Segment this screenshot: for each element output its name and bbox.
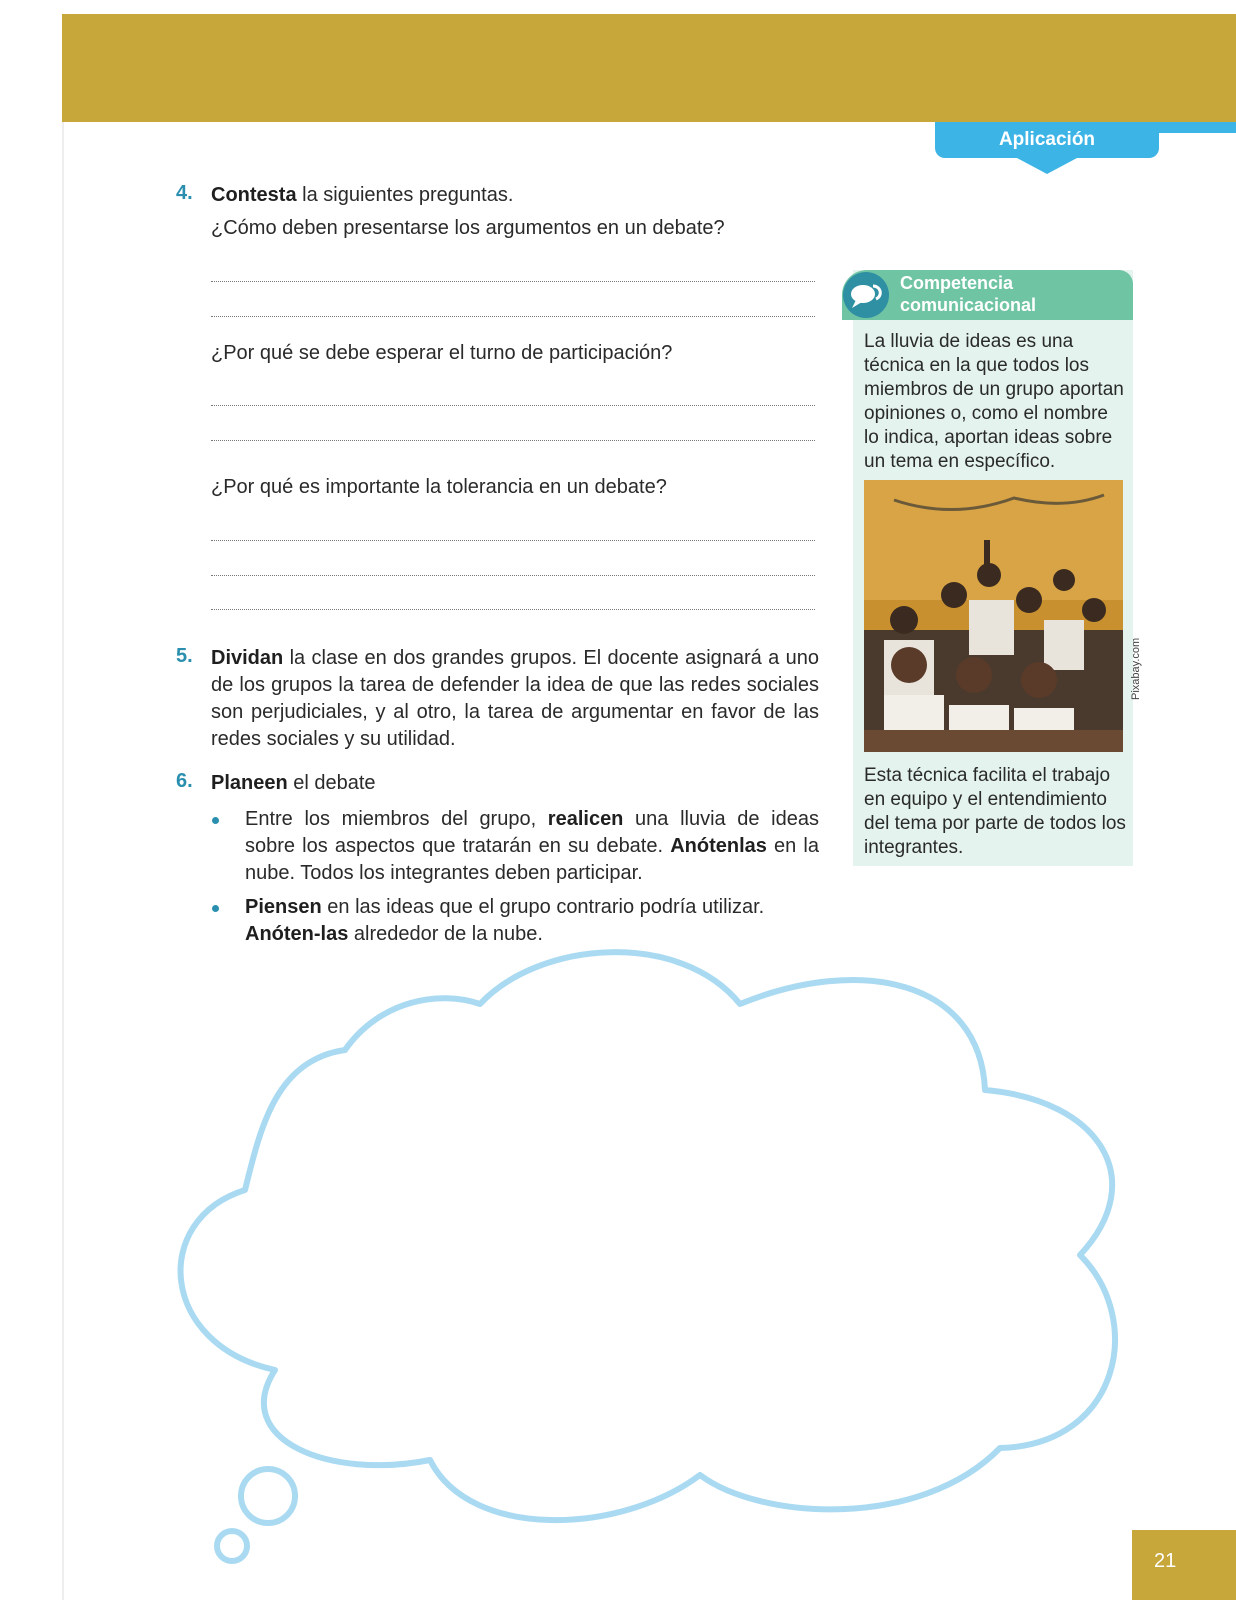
competencia-title-line1: Competencia — [900, 273, 1014, 293]
bullet-verb: Anóten-las — [245, 923, 349, 945]
bullet-text: en la nube. Todos los integrantes deben participar. — [245, 835, 819, 884]
bullet-text: una lluvia de ideas sobre los aspectos que tratarán en su debate. — [245, 808, 819, 857]
section-tab: Aplicación — [935, 122, 1159, 158]
q4-question-1: ¿Cómo deben presentarse los argumentos en un debate? — [211, 217, 725, 239]
item-number-5: 5. — [176, 645, 193, 667]
cloud-bubble-large — [241, 1469, 295, 1523]
page-number-box — [1132, 1530, 1236, 1600]
competencia-outro: Esta técnica facilita el trabajo en equipo y el entendimiento del tema por parte de todos los integrantes. — [864, 765, 1126, 858]
competencia-title-line2: comunicacional — [900, 295, 1037, 315]
bullet-verb: Piensen — [245, 896, 322, 918]
q6-instruction-rest: el debate — [287, 772, 376, 794]
item-number-6: 6. — [176, 770, 193, 792]
q4-instruction-rest: la siguientes preguntas. — [296, 184, 514, 206]
speech-bubble-icon — [843, 272, 889, 318]
q5-instruction-rest: la clase en dos grandes grupos. El docente asignará a uno de los grupos la tarea de defender la idea de que las redes sociales son perjudiciales, y al otro, la tarea de argumentar en favor de las redes sociales y su utilidad. — [211, 647, 819, 750]
q4-verb: Contesta — [211, 184, 297, 206]
bullet-verb: Anótenlas — [670, 835, 767, 857]
bullet-verb: realicen — [547, 808, 624, 830]
bullet-text: alrededor de la nube. — [348, 923, 543, 945]
classroom-photo — [864, 480, 1123, 752]
q5-verb: Dividan — [211, 647, 284, 669]
q6-verb: Planeen — [211, 772, 288, 794]
cloud-outline — [181, 952, 1115, 1520]
cloud-bubble-small — [217, 1531, 247, 1561]
photo-credit: Pixabay.com — [1130, 637, 1142, 700]
q4-question-2: ¿Por qué se debe esperar el turno de participación? — [211, 342, 673, 364]
item-number-4: 4. — [176, 182, 193, 204]
competencia-title — [900, 272, 1130, 316]
competencia-intro: La lluvia de ideas es una técnica en la que todos los miembros de un grupo aportan opiniones o, como el nombre lo indica, aportan ideas sobre un tema en específico. — [864, 331, 1124, 472]
q4-question-3: ¿Por qué es importante la tolerancia en un debate? — [211, 476, 667, 498]
bullet-text: Entre los miembros del grupo, — [245, 808, 548, 830]
page-number: 21 — [1154, 1550, 1177, 1572]
bullet-text: en las ideas que el grupo contrario podría utilizar. — [321, 896, 765, 918]
